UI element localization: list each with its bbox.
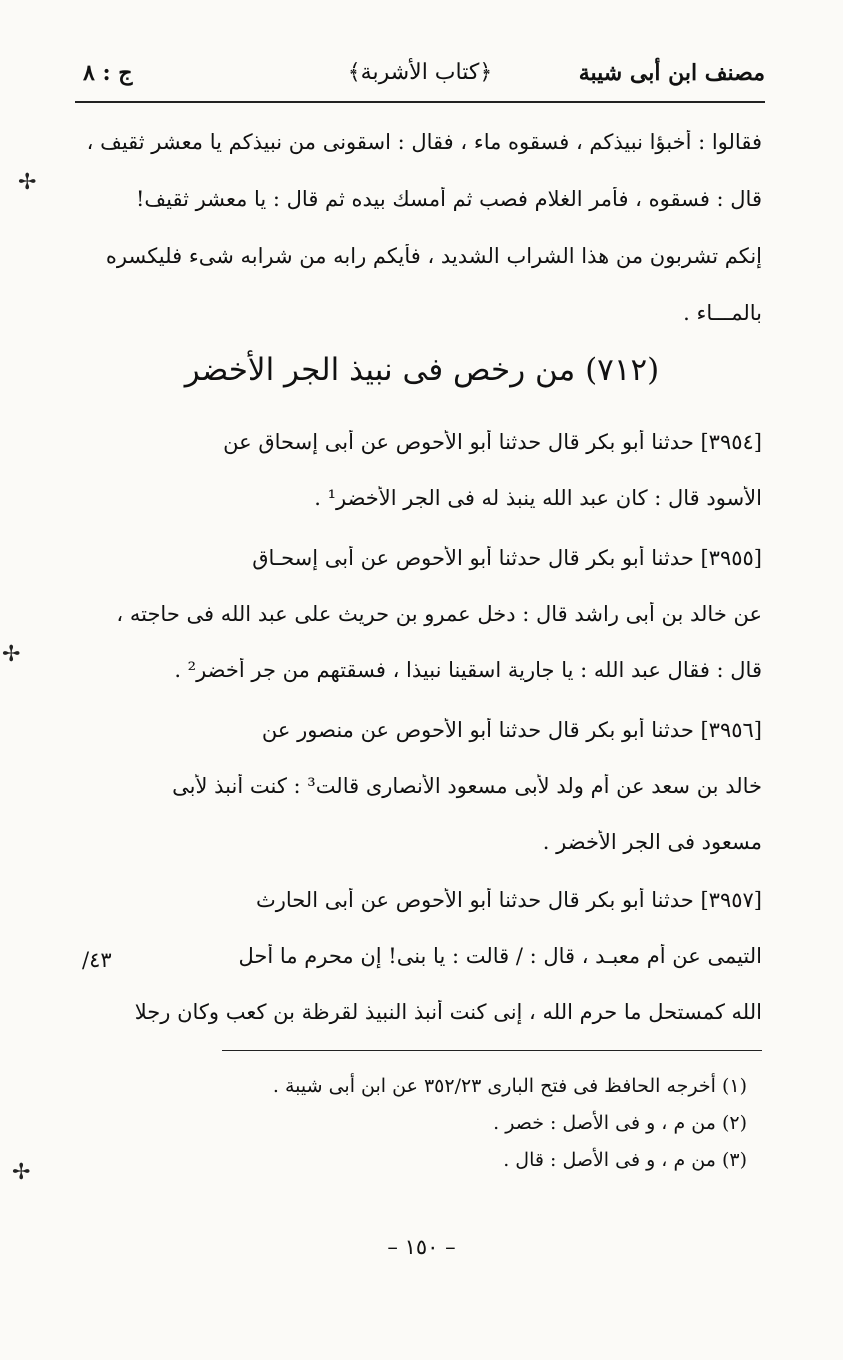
footnote: (٢) من م ، و فى الأصل : خصر . [493,1112,747,1134]
text-line: فقالوا : أخبؤا نبيذكم ، فسقوه ماء ، فقال : اسقونى من نبيذكم يا معشر ثقيف ، [86,130,762,154]
text-line: قال : فسقوه ، فأمر الغلام فصب ثم أمسك بيده ثم قال : يا معشر ثقيف! [135,187,762,211]
margin-mark-icon: ✢ [12,1160,31,1185]
header-rule [75,101,765,103]
footnote-rule [222,1050,762,1051]
hadith-3957 [82,888,762,1056]
intro-paragraph [82,130,762,358]
margin-mark-icon: ✢ [2,642,21,667]
volume-label: ج : ٨ [83,60,133,86]
page-number: – ١٥٠ – [387,1235,456,1259]
text-line: مسعود فى الجر الأخضر . [542,830,762,854]
text-line: الأسود قال : كان عبد الله ينبذ له فى الجر الأخضر¹ . [314,486,762,510]
margin-mark-icon: ✢ [18,170,37,195]
hadith-3955 [82,546,762,714]
text-line: [٣٩٥٥] حدثنا أبو بكر قال حدثنا أبو الأحوص عن أبى إسحـاق [252,546,762,570]
text-line: عن خالد بن أبى راشد قال : دخل عمرو بن حريث على عبد الله فى حاجته ، [116,602,762,626]
chapter-heading: (٧١٢) من رخص فى نبيذ الجر الأخضر [184,352,660,388]
section-title: ﴿كتاب الأشربة﴾ [347,60,493,85]
text-line: بالمـــاء . [683,301,762,325]
footnote: (٣) من م ، و فى الأصل : قال . [503,1149,747,1171]
text-line: [٣٩٥٦] حدثنا أبو بكر قال حدثنا أبو الأحوص عن منصور عن [261,718,762,742]
hadith-3956 [82,718,762,886]
footnote: (١) أخرجه الحافظ فى فتح البارى ٣٥٢/٢٣ عن ابن أبى شيبة . [272,1075,747,1097]
text-line: التيمى عن أم معبـد ، قال : / قالت : يا بنى! إن محرم ما أحل [238,944,762,968]
marginal-folio-ref: ٤٣/ [82,948,112,972]
text-line: [٣٩٥٤] حدثنا أبو بكر قال حدثنا أبو الأحوص عن أبى إسحاق عن [223,430,762,454]
text-line: قال : فقال عبد الله : يا جارية اسقينا نبيذا ، فسقتهم من جر أخضر² . [174,658,762,682]
text-line: الله كمستحل ما حرم الله ، إنى كنت أنبذ النبيذ لقرظة بن كعب وكان رجلا [134,1000,762,1024]
text-line: خالد بن سعد عن أم ولد لأبى مسعود الأنصارى قالت³ : كنت أنبذ لأبى [172,774,762,798]
book-title: مصنف ابن أبى شيبة [578,60,765,86]
footnotes [187,1068,747,1179]
running-header [75,54,765,98]
text-line: إنكم تشربون من هذا الشراب الشديد ، فأيكم رابه من شرابه شىء فليكسره [105,244,762,268]
text-line: [٣٩٥٧] حدثنا أبو بكر قال حدثنا أبو الأحوص عن أبى الحارث [255,888,762,912]
hadith-3954 [82,430,762,542]
